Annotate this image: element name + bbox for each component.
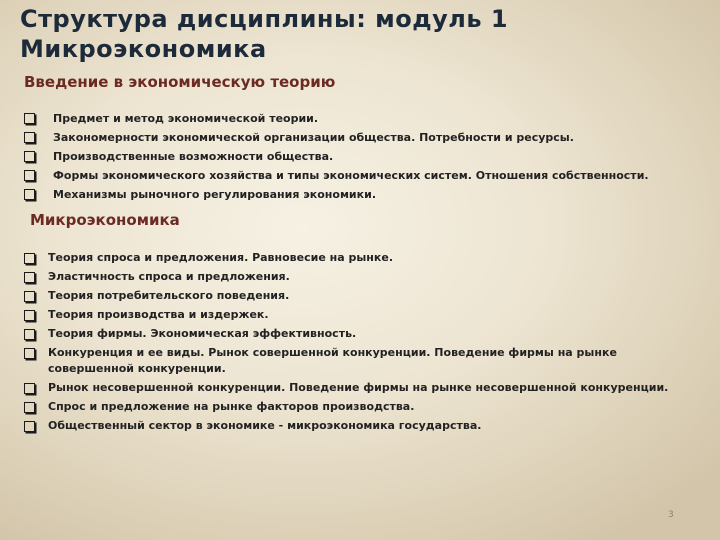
list-item: [24, 269, 674, 285]
checkbox-bullet-icon: [24, 151, 35, 162]
checkbox-bullet-icon: [24, 421, 35, 432]
list-item-text: Теория спроса и предложения. Равновесие на рынке.: [48, 251, 393, 264]
checkbox-bullet-icon: [24, 113, 35, 124]
micro-section-heading: Микроэкономика: [30, 211, 180, 229]
checkbox-bullet-icon: [24, 272, 35, 283]
checkbox-bullet-icon: [24, 310, 35, 321]
list-item: [24, 380, 674, 396]
list-item-text: Теория потребительского поведения.: [48, 289, 290, 302]
list-item: [24, 185, 714, 204]
checkbox-bullet-icon: [24, 132, 35, 143]
list-item-text: Предмет и метод экономической теории.: [53, 112, 319, 125]
page-number: 3: [668, 510, 674, 520]
list-item-text: Конкуренция и ее виды. Рынок совершенной конкуренции. Поведение фирмы на рынке совершенной конкуренции.: [48, 346, 617, 375]
slide-title-line1: Структура дисциплины: модуль 1: [20, 5, 509, 33]
micro-topic-list: [24, 250, 674, 437]
checkbox-bullet-icon: [24, 383, 35, 394]
list-item: [24, 418, 674, 434]
intro-section-heading: Введение в экономическую теорию: [24, 73, 336, 91]
list-item: [24, 250, 674, 266]
list-item-text: Механизмы рыночного регулирования экономики.: [53, 188, 376, 201]
intro-topic-list: [24, 109, 714, 204]
list-item-text: Спрос и предложение на рынке факторов производства.: [48, 400, 415, 413]
slide-title: [20, 4, 508, 64]
checkbox-bullet-icon: [24, 329, 35, 340]
list-item: [24, 326, 674, 342]
list-item: [24, 128, 714, 147]
list-item-text: Теория производства и издержек.: [48, 308, 269, 321]
checkbox-bullet-icon: [24, 291, 35, 302]
list-item: [24, 147, 714, 166]
list-item-text: Формы экономического хозяйства и типы экономических систем. Отношения собственности.: [53, 169, 649, 182]
slide-title-line2: Микроэкономика: [20, 35, 267, 63]
list-item: [24, 288, 674, 304]
list-item-text: Закономерности экономической организации общества. Потребности и ресурсы.: [53, 131, 574, 144]
checkbox-bullet-icon: [24, 348, 35, 359]
checkbox-bullet-icon: [24, 253, 35, 264]
list-item-text: Общественный сектор в экономике - микроэкономика государства.: [48, 419, 482, 432]
list-item: [24, 166, 714, 185]
checkbox-bullet-icon: [24, 170, 35, 181]
list-item-text: Рынок несовершенной конкуренции. Поведение фирмы на рынке несовершенной конкуренции.: [48, 381, 669, 394]
list-item: [24, 109, 714, 128]
list-item-text: Производственные возможности общества.: [53, 150, 334, 163]
checkbox-bullet-icon: [24, 189, 35, 200]
checkbox-bullet-icon: [24, 402, 35, 413]
list-item-text: Теория фирмы. Экономическая эффективность.: [48, 327, 357, 340]
list-item: [24, 399, 674, 415]
list-item: [24, 345, 674, 377]
list-item-text: Эластичность спроса и предложения.: [48, 270, 290, 283]
list-item: [24, 307, 674, 323]
